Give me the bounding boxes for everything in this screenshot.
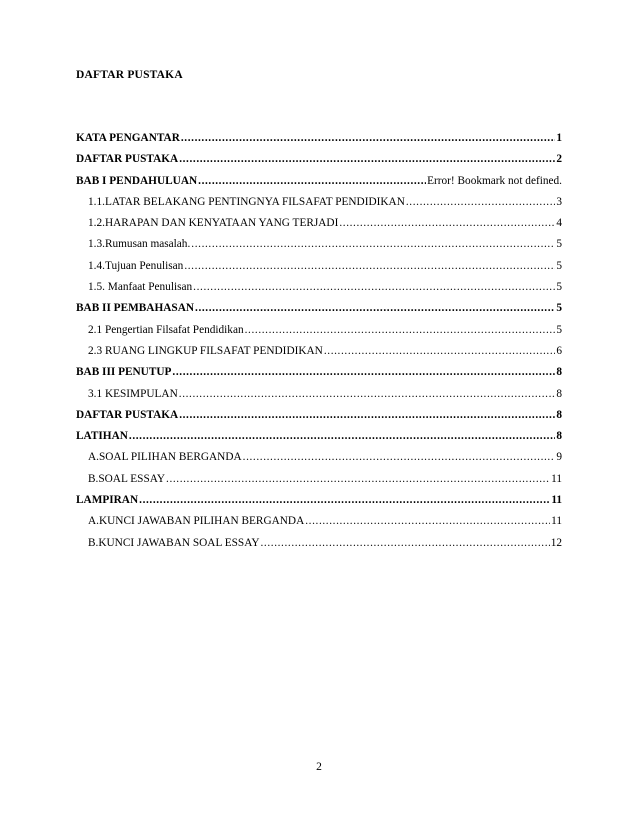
toc-entry-page: 5 (556, 323, 562, 336)
dot-leader (261, 537, 550, 549)
dot-leader (245, 324, 556, 336)
dot-leader (193, 281, 555, 293)
dot-leader (179, 388, 556, 400)
toc-entry-label: 1.4.Tujuan Penulisan (88, 259, 184, 272)
dot-leader (139, 494, 550, 506)
toc-entry[interactable] (76, 537, 562, 558)
dot-leader (166, 473, 550, 485)
toc-entry[interactable] (76, 515, 562, 536)
toc-entry-label: 2.3 RUANG LINGKUP FILSAFAT PENDIDIKAN (88, 344, 323, 357)
dot-leader (305, 515, 550, 527)
toc-entry-label: LATIHAN (76, 430, 128, 443)
toc-entry[interactable] (76, 260, 562, 281)
dot-leader (191, 238, 555, 250)
toc-entry-page: 1 (556, 132, 562, 144)
toc-entry-page: 3 (556, 195, 562, 208)
dot-leader (406, 196, 555, 208)
dot-leader (243, 451, 556, 463)
toc-entry-label: KATA PENGANTAR (76, 132, 180, 144)
toc-entry-label: BAB III PENUTUP (76, 366, 172, 379)
toc-entry-label: 1.5. Manfaat Penulisan (88, 281, 193, 294)
toc-entry-label: B.KUNCI JAWABAN SOAL ESSAY (88, 536, 260, 549)
toc-entry-page: 6 (556, 344, 562, 357)
dot-leader (195, 302, 555, 314)
toc-entry[interactable] (76, 153, 562, 174)
toc-entry-label: 3.1 KESIMPULAN (88, 387, 178, 400)
toc-entry-page: 9 (556, 451, 562, 464)
toc-entry[interactable] (76, 473, 562, 494)
toc-entry-page: 11 (551, 472, 562, 485)
toc-entry-label: B.SOAL ESSAY (88, 472, 166, 485)
toc-entry-label: BAB II PEMBAHASAN (76, 302, 195, 315)
toc-entry-page: 8 (556, 430, 562, 443)
toc-entry-page: 5 (556, 302, 562, 315)
toc-entry[interactable] (76, 430, 562, 451)
toc-entry[interactable] (76, 345, 562, 366)
toc-entry[interactable] (76, 175, 562, 196)
dot-leader (181, 132, 555, 144)
toc-entry-label: DAFTAR PUSTAKA (76, 408, 179, 421)
table-of-contents (76, 132, 562, 558)
toc-entry[interactable] (76, 451, 562, 472)
toc-entry[interactable] (76, 217, 562, 238)
toc-entry-label: 1.3.Rumusan masalah. (88, 238, 191, 251)
toc-entry-label: 1.1.LATAR BELAKANG PENTINGNYA FILSAFAT PENDIDIKAN (88, 195, 405, 208)
toc-entry-label: BAB I PENDAHULUAN (76, 174, 198, 187)
page-title: DAFTAR PUSTAKA (76, 69, 183, 81)
toc-entry-page: 11 (551, 515, 562, 528)
toc-entry-page: 8 (556, 366, 562, 379)
toc-entry[interactable] (76, 366, 562, 387)
dot-leader (184, 260, 555, 272)
toc-entry-label: A.SOAL PILIHAN BERGANDA (88, 451, 242, 464)
dot-leader (172, 366, 555, 378)
dot-leader (179, 153, 555, 165)
dot-leader (129, 430, 555, 442)
toc-entry-label: A.KUNCI JAWABAN PILIHAN BERGANDA (88, 515, 305, 528)
toc-entry-label: 2.1 Pengertian Filsafat Pendidikan (88, 323, 244, 336)
dot-leader (179, 409, 555, 421)
page-number: 2 (316, 761, 322, 773)
toc-entry-page: 5 (556, 281, 562, 294)
toc-entry-page: 5 (556, 259, 562, 272)
toc-entry-page: 11 (551, 494, 562, 507)
toc-entry[interactable] (76, 132, 562, 153)
toc-entry[interactable] (76, 388, 562, 409)
dot-leader (339, 217, 555, 229)
toc-entry-label: DAFTAR PUSTAKA (76, 153, 179, 166)
toc-entry[interactable] (76, 494, 562, 515)
toc-entry[interactable] (76, 196, 562, 217)
toc-entry[interactable] (76, 302, 562, 323)
toc-entry-page: 4 (556, 217, 562, 230)
toc-entry-label: 1.2.HARAPAN DAN KENYATAAN YANG TERJADI (88, 217, 339, 230)
toc-entry[interactable] (76, 324, 562, 345)
toc-entry-page: 8 (556, 408, 562, 421)
toc-entry-label: LAMPIRAN (76, 494, 139, 507)
toc-entry[interactable] (76, 238, 562, 259)
dot-leader (198, 175, 426, 187)
toc-entry-page: 8 (556, 387, 562, 400)
dot-leader (324, 345, 556, 357)
toc-entry-page: 12 (550, 536, 562, 549)
toc-entry-page: 2 (556, 153, 562, 166)
toc-entry[interactable] (76, 281, 562, 302)
toc-entry[interactable] (76, 409, 562, 430)
toc-entry-page: 5 (556, 238, 562, 251)
toc-entry-page: Error! Bookmark not defined. (427, 174, 562, 187)
